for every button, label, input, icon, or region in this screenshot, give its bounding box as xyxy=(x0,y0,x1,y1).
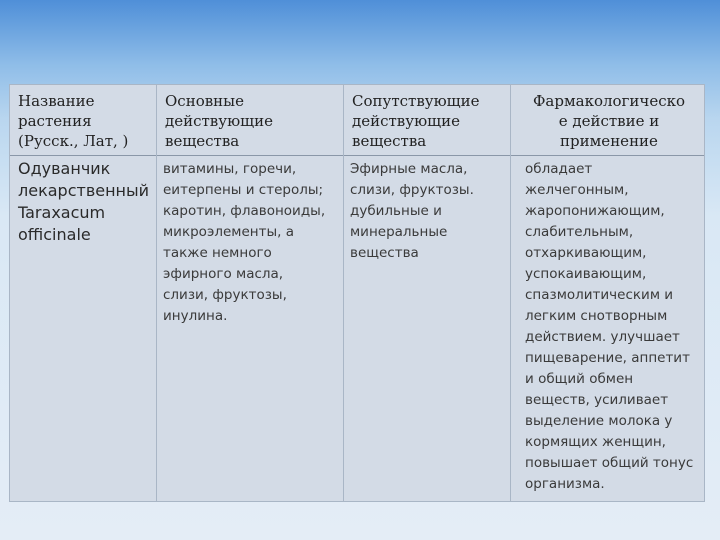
cell-line: лекарственный xyxy=(18,181,150,200)
cell-pharmacological-action xyxy=(511,157,704,501)
cell-line: слабительным, xyxy=(525,224,634,240)
header-line: вещества xyxy=(352,132,427,150)
header-line: Сопутствующие xyxy=(352,92,480,110)
cell-line: инулина. xyxy=(163,308,228,324)
cell-line: эфирного масла, xyxy=(163,266,284,282)
cell-line: кормящих женщин, xyxy=(525,434,666,450)
plant-table xyxy=(9,84,705,502)
header-line: действующие xyxy=(165,112,273,130)
column-main-substances xyxy=(157,85,344,501)
cell-line: еитерпены и стеролы; xyxy=(163,182,324,198)
cell-line: организма. xyxy=(525,476,605,492)
cell-line: повышает общий тонус xyxy=(525,455,694,471)
column-pharmacological-action xyxy=(511,85,704,501)
cell-line: отхаркивающим, xyxy=(525,245,647,261)
header-line: Основные xyxy=(165,92,244,110)
header-pharmacological-action xyxy=(511,85,704,156)
cell-line: жаропонижающим, xyxy=(525,203,665,219)
cell-line: минеральные xyxy=(350,224,448,240)
cell-line: Эфирные масла, xyxy=(350,161,468,177)
header-line: вещества xyxy=(165,132,240,150)
cell-line: веществ, усиливает xyxy=(525,392,669,408)
cell-line: и общий обмен xyxy=(525,371,634,387)
header-line: применение xyxy=(560,132,658,150)
cell-line: каротин, флавоноиды, xyxy=(163,203,326,219)
cell-line: также немного xyxy=(163,245,272,261)
column-accompanying-substances xyxy=(344,85,511,501)
column-plant-name xyxy=(10,85,157,501)
header-line: растения xyxy=(18,112,92,130)
cell-line: желчегонным, xyxy=(525,182,629,198)
header-line: Фармакологическо xyxy=(532,92,686,110)
cell-line: успокаивающим, xyxy=(525,266,647,282)
header-line: (Русск., Лат, ) xyxy=(18,132,129,150)
cell-plant-name xyxy=(10,157,156,501)
header-line: Название xyxy=(18,92,95,110)
header-accompanying-substances xyxy=(344,85,510,156)
cell-line: спазмолитическим и xyxy=(525,287,674,303)
cell-line: выделение молока у xyxy=(525,413,673,429)
header-plant-name xyxy=(10,85,156,156)
cell-line: Одуванчик xyxy=(18,159,111,178)
header-main-substances xyxy=(157,85,343,156)
cell-line: витамины, горечи, xyxy=(163,161,297,177)
cell-line: микроэлементы, а xyxy=(163,224,294,240)
cell-line: слизи, фруктозы. xyxy=(350,182,474,198)
cell-line: officinale xyxy=(18,225,91,244)
cell-line: слизи, фруктозы, xyxy=(163,287,287,303)
cell-line: Taraxacum xyxy=(18,203,106,222)
cell-accompanying-substances xyxy=(344,157,510,501)
header-line: действующие xyxy=(352,112,460,130)
cell-main-substances xyxy=(157,157,343,501)
cell-line: вещества xyxy=(350,245,419,261)
cell-line: легким снотворным xyxy=(525,308,668,324)
cell-line: действием. улучшает xyxy=(525,329,680,345)
cell-line: дубильные и xyxy=(350,203,442,219)
cell-line: обладает xyxy=(525,161,593,177)
cell-line: пищеварение, аппетит xyxy=(525,350,690,366)
header-line: е действие и xyxy=(558,112,660,130)
